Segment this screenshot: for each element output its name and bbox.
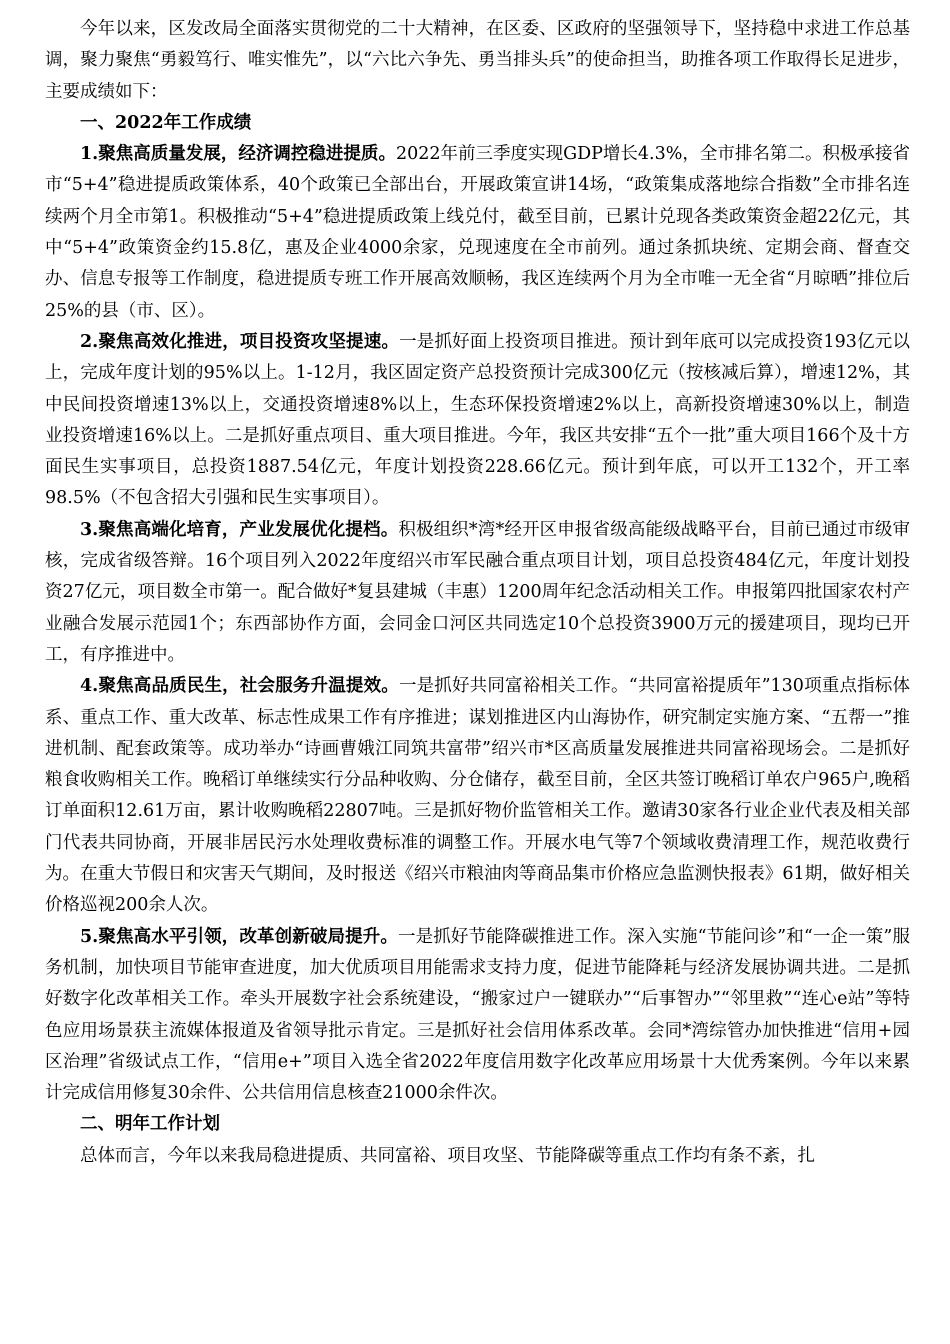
closing-paragraph: 总体而言，今年以来我局稳进提质、共同富裕、项目攻坚、节能降碳等重点工作均有条不紊，扎 <box>80 1145 815 1166</box>
item-body: 一是抓好节能降碳推进工作。深入实施“节能问诊”和“一企一策”服务机制，加快项目节能审查进度，加大优质项目用能需求支持力度，促进节能降耗与经济发展协调共进。二是抓好数字化改革相关工作。牵头开展数字社会系统建设，“搬家过户一键联办”“后事智办”“邻里救”“连心e站”等特色应用场景获主流媒体报道及省领导批示肯定。三是抓好社会信用体系改革。会同*湾综管办加快推进“信用+园区治理”省级试点工作，“信用e+”项目入选全省2022年度信用数字化改革应用场景十大优秀案例。今年以来累计完成信用修复30余件、公共信用信息核查21000余件次。 <box>45 926 910 1104</box>
section-heading-next-year-plan: 二、明年工作计划 <box>80 1114 220 1135</box>
item-body: 积极组织*湾*经开区申报省级高能级战略平台，目前已通过市级审核，完成省级答辩。16个项目列入2022年度绍兴市军民融合重点项目计划，项目总投资484亿元，年度计划投资27亿元，项目数全市第一。配合做好*复县建城（丰惠）1200周年纪念活动相关工作。申报第四批国家农村产业融合发展示范园1个；东西部协作方面，会同金口河区共同选定10个总投资3900万元的援建项目，现均已开工，有序推进中。 <box>45 519 910 665</box>
item-body: 一是抓好共同富裕相关工作。“共同富裕提质年”130项重点指标体系、重点工作、重大改革、标志性成果工作有序推进；谋划推进区内山海协作，研究制定实施方案、“五帮一”推进机制、配套政策等。成功举办“诗画曹娥江同筑共富带”绍兴市*区高质量发展推进共同富裕现场会。二是抓好粮食收购相关工作。晚稻订单继续实行分品种收购、分仓储存，截至目前，全区共签订晚稻订单农户965户,晚稻订单面积12.61万亩，累计收购晚稻22807吨。三是抓好物价监管相关工作。邀请30家各行业企业代表及相关部门代表共同协商，开展非居民污水处理收费标准的调整工作。开展水电气等7个领域收费清理工作，规范收费行为。在重大节假日和灾害天气期间，及时报送《绍兴市粮油肉等商品集市价格应急监测快报表》61期，做好相关价格巡视200余人次。 <box>45 676 910 916</box>
item-body: 2022年前三季度实现GDP增长4.3%，全市排名第二。积极承接省市“5+4”稳进提质政策体系，40个政策已全部出台，开展政策宣讲14场，“政策集成落地综合指数”全市排名连续两个月全市第1。积极推动“5+4”稳进提质政策上线兑付，截至目前，已累计兑现各类政策资金超22亿元，其中“5+4”政策资金约15.8亿，惠及企业4000余家，兑现速度在全市前列。通过条抓块统、定期会商、督查交办、信息专报等工作制度，稳进提质专班工作开展高效顺畅，我区连续两个月为全市唯一无全省“月晾晒”排位后25%的县（市、区）。 <box>45 144 910 321</box>
item-paragraph <box>45 922 910 1110</box>
item-paragraph <box>45 327 910 515</box>
document-page <box>45 14 910 1172</box>
item-lead: 5.聚焦高水平引领，改革创新破局提升。 <box>80 926 398 947</box>
item-body: 一是抓好面上投资项目推进。预计到年底可以完成投资193亿元以上，完成年度计划的95%以上。1-12月，我区固定资产总投资预计完成300亿元（按核减后算），增速12%，其中民间投资增速13%以上，交通投资增速8%以上，生态环保投资增速2%以上，高新投资增速30%以上，制造业投资增速16%以上。二是抓好重点项目、重大项目推进。今年，我区共安排“五个一批”重大项目166个及十方面民生实事项目，总投资1887.54亿元，年度计划投资228.66亿元。预计到年底，可以开工132个，开工率98.5%（不包含招大引强和民生实事项目）。 <box>45 331 910 509</box>
item-lead: 4.聚焦高品质民生，社会服务升温提效。 <box>80 676 399 697</box>
item-paragraph <box>45 671 910 921</box>
item-lead: 3.聚焦高端化培育，产业发展优化提档。 <box>80 519 399 540</box>
item-paragraph <box>45 139 910 327</box>
section-heading-achievements: 一、2022年工作成绩 <box>80 112 252 133</box>
intro-paragraph: 今年以来，区发改局全面落实贯彻党的二十大精神，在区委、区政府的坚强领导下，坚持稳中求进工作总基调，聚力聚焦“勇毅笃行、唯实惟先”，以“六比六争先、勇当排头兵”的使命担当，助推各项工作取得长足进步，主要成绩如下： <box>45 19 910 102</box>
item-lead: 1.聚焦高质量发展，经济调控稳进提质。 <box>80 144 396 165</box>
item-lead: 2.聚焦高效化推进，项目投资攻坚提速。 <box>80 331 400 352</box>
item-paragraph <box>45 515 910 671</box>
